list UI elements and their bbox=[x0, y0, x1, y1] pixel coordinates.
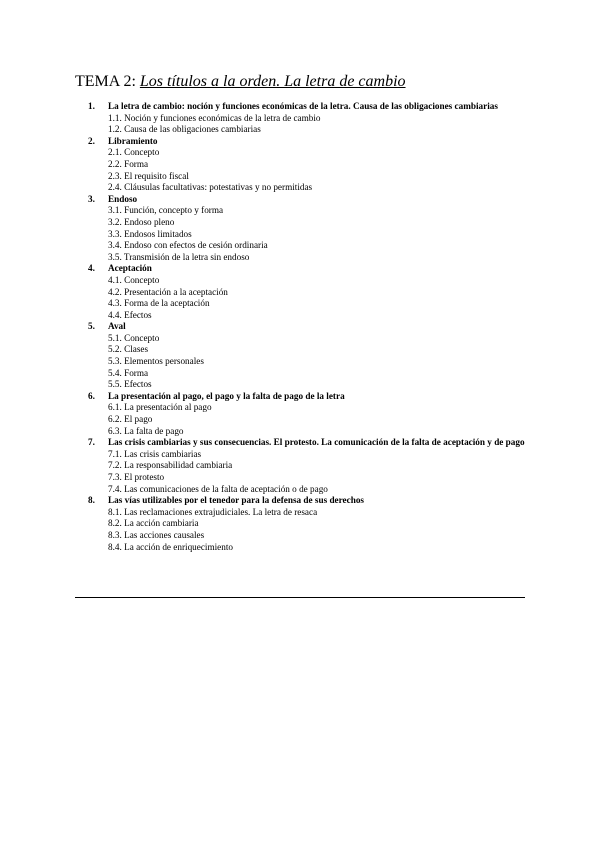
subsection-item: 4.4. Efectos bbox=[108, 309, 152, 320]
subsection-item: 2.3. El requisito fiscal bbox=[108, 170, 189, 181]
horizontal-rule bbox=[75, 597, 525, 598]
subsection-item: 1.2. Causa de las obligaciones cambiarias bbox=[108, 124, 261, 135]
subsection-item: 5.3. Elementos personales bbox=[108, 356, 204, 367]
subsection-item: 3.1. Función, concepto y forma bbox=[108, 205, 224, 216]
subsection-item: 4.2. Presentación a la aceptación bbox=[108, 286, 228, 297]
subsection-item: 2.4. Cláusulas facultativas: potestativas y no permitidas bbox=[108, 182, 313, 193]
section-heading bbox=[88, 437, 528, 449]
subsection-item: 2.1. Concepto bbox=[108, 147, 160, 158]
subsection-item: 7.3. El protesto bbox=[108, 472, 165, 482]
section-number: 3. bbox=[88, 193, 95, 204]
section-heading bbox=[88, 194, 528, 206]
outline-section bbox=[88, 495, 528, 553]
section-title: La presentación al pago, el pago y la falta de pago de la letra bbox=[108, 390, 345, 401]
outline-section bbox=[88, 194, 528, 264]
subsection-item: 3.4. Endoso con efectos de cesión ordinaria bbox=[108, 240, 268, 251]
section-heading bbox=[88, 136, 528, 148]
section-number: 2. bbox=[88, 135, 95, 146]
section-number: 8. bbox=[88, 495, 95, 506]
section-heading bbox=[88, 495, 528, 507]
subsection-item: 5.5. Efectos bbox=[108, 379, 152, 390]
subsection-item: 7.2. La responsabilidad cambiaria bbox=[108, 460, 233, 471]
subsection-item: 1.1. Noción y funciones económicas de la letra de cambio bbox=[108, 112, 321, 123]
section-title: Las crisis cambiarias y sus consecuencias. El protesto. La comunicación de la falta de aceptación y de pago bbox=[108, 437, 525, 448]
outline-section bbox=[88, 136, 528, 194]
topic-outline bbox=[88, 101, 528, 553]
section-title: Las vías utilizables por el tenedor para la defensa de sus derechos bbox=[108, 495, 364, 506]
page-title-label: TEMA 2: bbox=[75, 73, 136, 90]
section-number: 5. bbox=[88, 321, 95, 332]
subsection-item: 8.2. La acción cambiaria bbox=[108, 518, 199, 529]
outline-section bbox=[88, 391, 528, 437]
subsection-item: 6.2. El pago bbox=[108, 414, 153, 425]
section-title: Aceptación bbox=[108, 263, 152, 274]
subsection-item: 8.1. Las reclamaciones extrajudiciales. La letra de resaca bbox=[108, 506, 318, 517]
section-number: 1. bbox=[88, 101, 95, 111]
section-heading bbox=[88, 321, 528, 333]
section-number: 6. bbox=[88, 390, 95, 401]
page-title bbox=[75, 72, 406, 92]
subsection-item: 7.1. Las crisis cambiarias bbox=[108, 448, 202, 459]
subsection-item: 3.3. Endosos limitados bbox=[108, 228, 192, 239]
subsection-item: 5.4. Forma bbox=[108, 367, 149, 378]
section-heading bbox=[88, 391, 528, 403]
subsection-item: 8.3. Las acciones causales bbox=[108, 529, 205, 540]
section-title: Libramiento bbox=[108, 135, 158, 146]
outline-section bbox=[88, 437, 528, 495]
subsection-item: 4.1. Concepto bbox=[108, 274, 160, 285]
section-heading bbox=[88, 101, 528, 113]
section-heading bbox=[88, 263, 528, 275]
section-title: Endoso bbox=[108, 193, 138, 204]
subsection-item: 3.5. Transmisión de la letra sin endoso bbox=[108, 251, 250, 262]
subsection-item: 8.4. La acción de enriquecimiento bbox=[108, 541, 234, 552]
subsection-item: 5.1. Concepto bbox=[108, 332, 160, 343]
outline-section bbox=[88, 101, 528, 136]
page-title-subject: Los títulos a la orden. La letra de cambio bbox=[139, 73, 406, 90]
subsection-item: 2.2. Forma bbox=[108, 158, 149, 169]
subsection-item: 6.3. La falta de pago bbox=[108, 425, 184, 436]
section-title: La letra de cambio: noción y funciones económicas de la letra. Causa de las obligaciones cambiarias bbox=[108, 101, 498, 111]
outline-section bbox=[88, 263, 528, 321]
outline-section bbox=[88, 321, 528, 391]
section-number: 7. bbox=[88, 437, 95, 448]
subsection-item: 4.3. Forma de la aceptación bbox=[108, 298, 210, 309]
subsection-item: 3.2. Endoso pleno bbox=[108, 216, 175, 227]
section-title: Aval bbox=[108, 321, 126, 332]
section-number: 4. bbox=[88, 263, 95, 274]
subsection-item: 6.1. La presentación al pago bbox=[108, 402, 212, 413]
subsection-item: 5.2. Clases bbox=[108, 344, 149, 355]
subsection-item: 7.4. Las comunicaciones de la falta de aceptación o de pago bbox=[108, 483, 328, 494]
